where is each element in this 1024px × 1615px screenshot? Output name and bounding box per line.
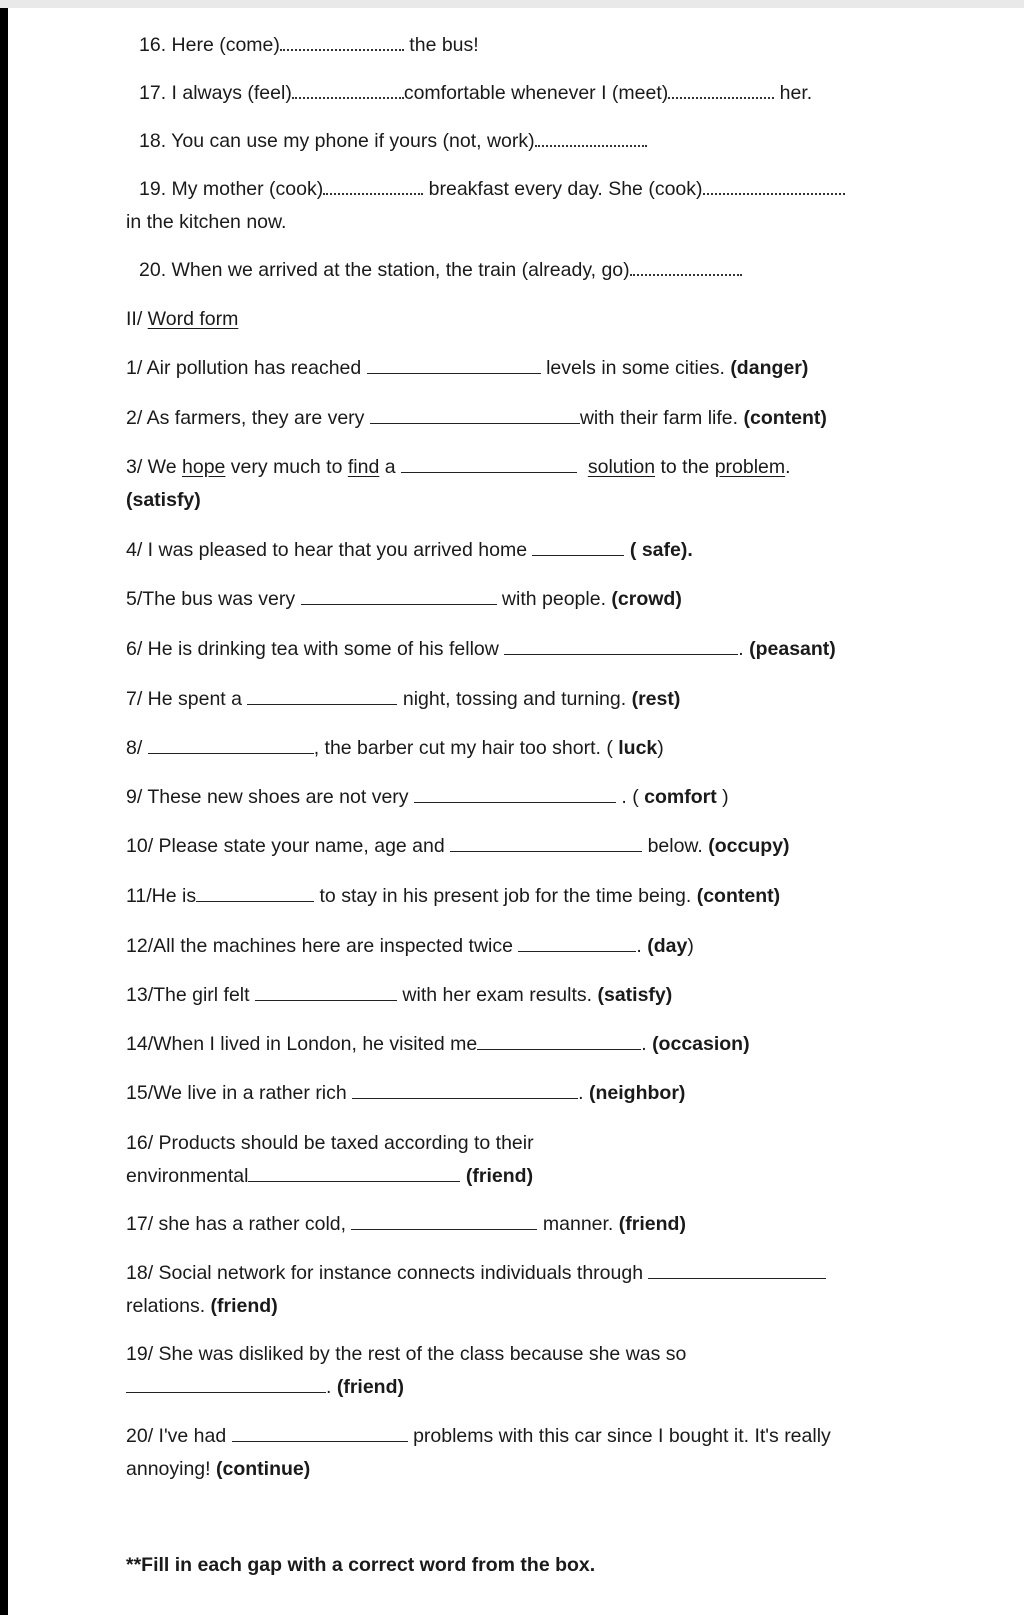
wf-q18-cont: relations. (friend) [126,1295,278,1317]
wf-q5: 5/The bus was very with people. (crowd) [126,588,682,610]
p1-q19-cont: in the kitchen now. [126,211,287,233]
wf-q6: 6/ He is drinking tea with some of his fellow . (peasant) [126,638,836,660]
wf-q14: 14/When I lived in London, he visited me . (occasion) [126,1033,750,1055]
wf-q4: 4/ I was pleased to hear that you arrived home ( safe). [126,539,693,561]
wf-q13: 13/The girl felt with her exam results. (satisfy) [126,984,673,1006]
wf-q9: 9/ These new shoes are not very . ( comfort ) [126,786,729,808]
section-heading: II/ Word form [126,308,239,330]
wf-q20-cont: annoying! (continue) [126,1458,311,1480]
p1-q19: 19. My mother (cook) breakfast every day. She (cook) [139,177,845,201]
wf-q19-cont: . (friend) [126,1375,404,1399]
p1-q20: 20. When we arrived at the station, the train (already, go) [139,258,742,282]
wf-q17: 17/ she has a rather cold, manner. (friend) [126,1213,686,1235]
wf-q20: 20/ I've had problems with this car since I bought it. It's really [126,1425,831,1447]
wf-q19: 19/ She was disliked by the rest of the class because she was so [126,1343,687,1365]
wf-q16-cont: environmental (friend) [126,1165,534,1187]
wf-q12: 12/All the machines here are inspected twice . (day) [126,935,694,957]
wf-q16: 16/ Products should be taxed according to their [126,1132,534,1154]
wf-q18: 18/ Social network for instance connects individuals through [126,1261,826,1285]
p1-q16: 16. Here (come) the bus! [139,34,479,56]
wf-q3: 3/ We hope very much to find a solution to the problem. [126,456,791,478]
instruction-footer: **Fill in each gap with a correct word from the box. [126,1554,596,1576]
worksheet-page [8,8,1024,1615]
wf-q11: 11/He is to stay in his present job for the time being. (content) [126,885,781,907]
wf-q15: 15/We live in a rather rich . (neighbor) [126,1082,686,1104]
wf-q7: 7/ He spent a night, tossing and turning. (rest) [126,688,681,710]
p1-q17: 17. I always (feel) comfortable whenever I (meet) her. [139,82,813,104]
p1-q18: 18. You can use my phone if yours (not, work) [139,129,647,153]
wf-q8: 8/ , the barber cut my hair too short. ( luck) [126,737,664,759]
wf-q1: 1/ Air pollution has reached levels in some cities. (danger) [126,357,809,379]
top-strip [0,0,1024,8]
wf-q10: 10/ Please state your name, age and below. (occupy) [126,835,790,857]
wf-q3-hint: (satisfy) [126,489,201,511]
wf-q2: 2/ As farmers, they are very with their farm life. (content) [126,407,827,429]
